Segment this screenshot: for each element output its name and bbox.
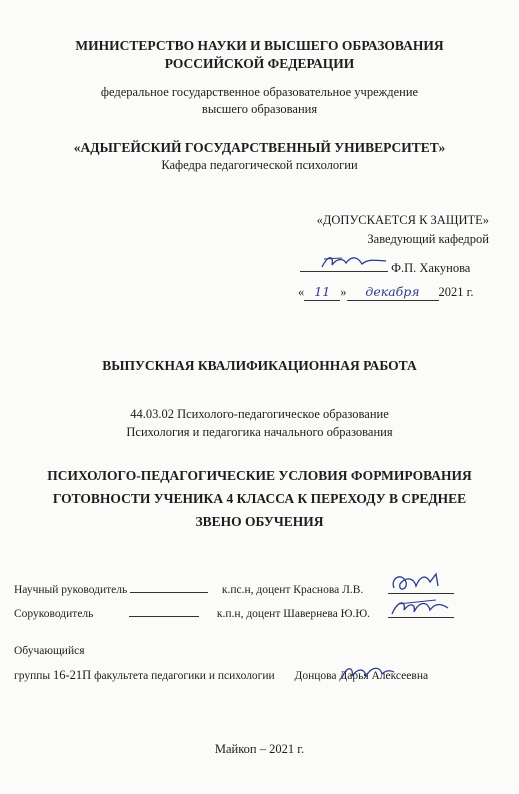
co-supervisor-signature-mark [388,594,454,622]
thesis-title-line-2: ГОТОВНОСТИ УЧЕНИКА 4 КЛАССА К ПЕРЕХОДУ В СРЕДНЕЕ [52,491,467,506]
ministry-line-1: МИНИСТЕРСТВО НАУКИ И ВЫСШЕГО ОБРАЗОВАНИЯ [75,38,444,53]
supervisor-row [14,580,363,596]
date-close-quote: » [340,285,347,299]
co-supervisor-label: Соруководитель [14,608,94,620]
student-name: Донцова Дарья Алексеевна [294,670,429,682]
head-name: Ф.П. Хакунова [391,261,471,275]
date-day: 11 [314,284,331,299]
co-supervisor-row [14,604,370,620]
approval-role: Заведующий кафедрой [367,232,489,246]
thesis-title-line-1: ПСИХОЛОГО-ПЕДАГОГИЧЕСКИЕ УСЛОВИЯ ФОРМИРОВАНИЯ [47,468,472,483]
faculty: факультета педагогики и психологии [94,670,275,682]
institution-line-2: высшего образования [201,102,318,116]
supervisor-name: к.пс.н, доцент Краснова Л.В. [221,584,364,596]
date-day-field [304,284,340,301]
student-signature-mark [338,660,398,686]
co-supervisor-name: к.п.н, доцент Шавернева Ю.Ю. [216,608,371,620]
head-signature-mark [318,251,390,273]
department-name: Кафедра педагогической психологии [161,158,358,172]
group-prefix: группы [14,670,51,682]
co-supervisor-signature-line [129,604,199,617]
date-open-quote: « [298,285,305,299]
speciality: 44.03.02 Психолого-педагогическое образование [130,407,389,421]
approval-title: «ДОПУСКАЕТСЯ К ЗАЩИТЕ» [316,213,489,227]
supervisor-label: Научный руководитель [14,584,128,596]
university-name: «АДЫГЕЙСКИЙ ГОСУДАРСТВЕННЫЙ УНИВЕРСИТЕТ» [73,140,446,155]
institution-line-1: федеральное государственное образовательное учреждение [100,85,419,99]
city-year: Майкоп – 2021 г. [214,742,305,756]
group-number: 16-21П [52,668,92,682]
profile: Психология и педагогика начального образования [126,425,393,439]
approval-date-row [298,284,473,301]
ministry-line-2: РОССИЙСКОЙ ФЕДЕРАЦИИ [164,56,355,71]
date-month: декабря [365,284,420,299]
supervisor-signature-line [130,580,208,593]
student-label: Обучающийся [14,645,85,657]
work-type: ВЫПУСКНАЯ КВАЛИФИКАЦИОННАЯ РАБОТА [102,358,417,373]
thesis-title-line-3: ЗВЕНО ОБУЧЕНИЯ [195,514,324,529]
date-year: 2021 г. [438,285,474,299]
date-month-field [347,284,439,301]
